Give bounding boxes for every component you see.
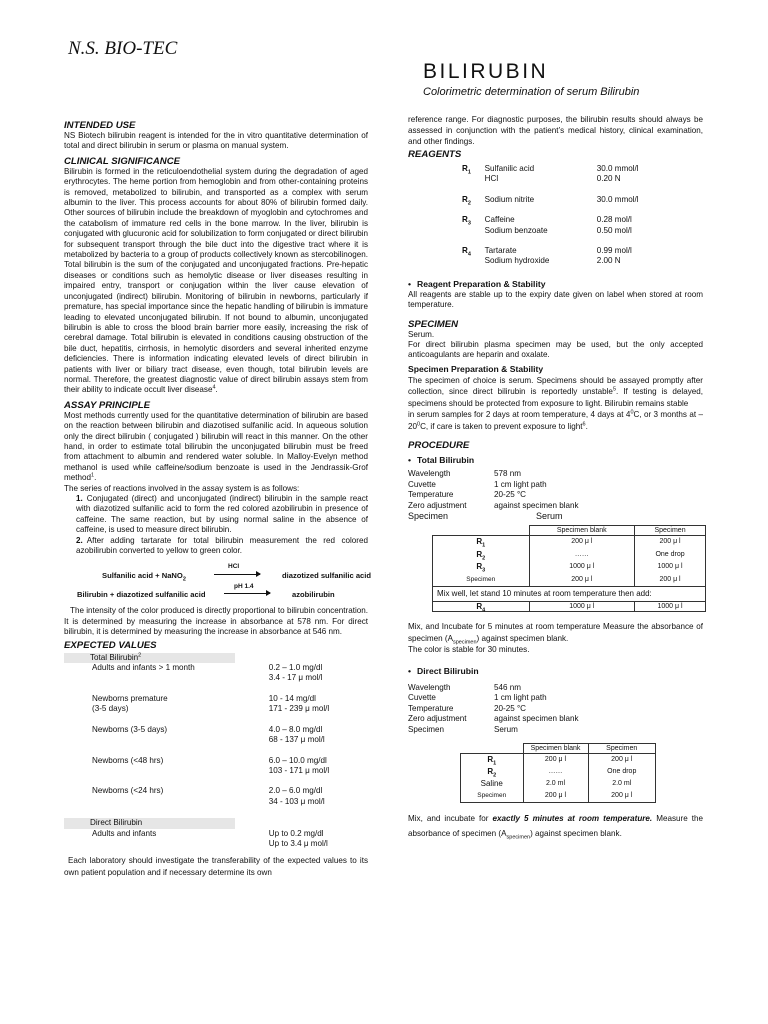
- expected-row: [64, 756, 368, 777]
- expected-row: [64, 725, 368, 746]
- step-number: 2.: [76, 535, 83, 545]
- text-part: Mix, and incubate for: [408, 813, 493, 823]
- param-key: Wavelength: [408, 682, 451, 692]
- reagent-concentration: 0.99 mol/l: [596, 246, 632, 256]
- subheading-label: Total Bilirubin: [90, 652, 139, 662]
- table-cell: 1000 μ l: [569, 563, 595, 571]
- reagent-row: [462, 215, 703, 225]
- table-cell: 200 μ l: [659, 575, 681, 583]
- reaction-2-reactants: Bilirubin + diazotized sulfanilic acid: [77, 590, 206, 600]
- param-row: [408, 714, 703, 724]
- reaction-1-product: diazotized sulfanilic acid: [282, 571, 372, 581]
- table-cell: 200 μ l: [611, 791, 633, 799]
- step-number: 1.: [76, 494, 83, 503]
- expected-label: [64, 694, 269, 715]
- reagent-block: [408, 164, 703, 185]
- direct-incubation-text: [408, 811, 703, 841]
- subscript: 2: [467, 200, 471, 207]
- table-header-row: [433, 526, 706, 536]
- degree-mark: 0: [417, 421, 421, 428]
- param-key: Cuvette: [408, 693, 436, 703]
- param-row: [408, 469, 703, 479]
- row-labels: [461, 753, 524, 802]
- expected-row: [64, 694, 368, 715]
- row-label: $R_2$: [476, 549, 486, 562]
- reagent-code: [462, 195, 485, 205]
- reagent-name: HCl: [484, 174, 499, 184]
- label-line: Newborns premature: [92, 693, 168, 703]
- reference-range-text: reference range. For diagnostic purposes, the bilirubin results should always be assessed in conjunction with the patient’s medical history, clinical examination, and other findings.: [408, 115, 703, 146]
- expected-label: [64, 725, 269, 746]
- reaction-1-arrow: [214, 574, 260, 575]
- value-mgdl: 2.0 – 6.0 mg/dl: [268, 786, 323, 796]
- text-part: Measure the absorbance of specimen (A: [408, 813, 704, 838]
- expected-values-heading: EXPECTED VALUES: [64, 639, 157, 651]
- table-cell: ……: [548, 767, 563, 775]
- specimen-heading: SPECIMEN: [408, 318, 459, 330]
- reagent-letter: R: [462, 215, 468, 225]
- reagent-block: [408, 246, 703, 267]
- reagent-letter: R: [462, 164, 468, 173]
- specimen-prep-part: C, if care is taken to prevent exposure to light: [420, 421, 583, 431]
- text-part: The color is stable for 30 minutes.: [408, 645, 530, 655]
- clinical-text-body: Bilirubin is formed in the reticuloendothelial system during the degradation of aged erythrocytes. The heme portion from hemoglobin and from other-containing proteins is removed, metabolized to bilirubin, and transported as a complex with serum albumin to the liver. This process accounts for about 80% of bilirubin formed daily. Other sources of bilirubin include the breakdown of myoglobin and cytochromes and the catabolism of immature red cells in the bone marrow. In the liver, bilirubin is conjugated with glucuronic acid for solubilization to form conjugated or direct bilirubin for subsequent transport through the bile duct into the digestive tract where it is metabolized by bacteria to a group of products collectively known as stercobilinogen. Total bilirubin is the sum of the conjugated and unconjugated fractions. Pre-hepatic diseases or conditions such as hemolytic disease or liver diseases resulting in impaired entry, transport or conjugation within the liver cause elevation of unconjugated (indirect) bilirubin. Monitoring of bilirubin in newborns, particularly if premature, has special importance since the hepatic handling of bilirubin is immature leading to elevated unconjugated bilirubin. If not bound to albumin, unconjugated bilirubin is able to cross the blood brain barrier more easily, increasing the risk of cerebral damage. Total bilirubin is elevated in conditions causing obstruction of the bile duct, hepatitis, cirrhosis, in hemolytic disorders and several inherited enzyme deficiencies. There is information indicating elevated levels of direct bilirubin in patients with liver or biliary tract disease, even though, total bilirubin levels are normal. Therefore, the greatest diagnostic value of direct bilirubin assays stem from their ability to indicate occult liver disease: [64, 166, 368, 395]
- reagent-prep-text: All reagents are stable up to the expiry date given on label when stored at room temperature.: [408, 289, 703, 310]
- reference-mark: 1: [91, 472, 95, 479]
- param-value: 1 cm light path: [494, 693, 547, 703]
- row-label: $R_2$: [487, 766, 497, 779]
- param-key: Specimen: [408, 724, 444, 734]
- param-row: [408, 480, 703, 490]
- reagent-name: Sulfanilic acid: [484, 164, 535, 173]
- expected-label: [64, 786, 269, 807]
- assay-principle-text: [64, 411, 368, 484]
- reagent-row: [462, 164, 703, 174]
- param-row: [408, 693, 703, 703]
- total-procedure-table: [432, 525, 706, 612]
- step-text: Conjugated (direct) and unconjugated (indirect) bilirubin in the sample react with diazotized sulfanilic acid to form the red colored azobilirubin in presence of caffeine. The same reaction, but by using normal saline in the absence of caffeine, is used to measure direct bilirubin.: [76, 494, 368, 535]
- text-part: Mix, and Incubate for 5 minutes at room temperature Measure the absorbance of specimen (A: [408, 622, 703, 643]
- expected-direct-row: [64, 829, 368, 850]
- assay-text-body: Most methods currently used for the quantitative determination of bilirubin are based on the reaction between bilirubin and diazotised sulfanilic acid. In aqueous solution only the direct bilirubin ( conjugated ) bilirubin will react in this manner. On the other hand, in order to estimate total bilirubin the unconjugated bilirubin must be freed from attachment to albumin and rendered water soluble. In Malloy-Evelyn method methanol is used while caffeine/sodium benzoate is used in the Jendrassik-Grof method: [64, 410, 368, 483]
- expected-footnote: Each laboratory should investigate the transferability of the expected values to its own patient population and if necessary determine its own: [64, 856, 368, 878]
- total-incubation-text: [408, 621, 703, 656]
- reagents-heading: REAGENTS: [408, 149, 462, 160]
- param-row: [408, 501, 703, 511]
- param-row: [408, 725, 703, 735]
- expected-label: Adults and infants: [92, 828, 157, 838]
- reference-mark: 5: [612, 386, 616, 393]
- label-line: (3-5 days): [92, 704, 129, 714]
- reference-mark: 6: [582, 421, 586, 428]
- param-value: Serum: [494, 724, 518, 734]
- direct-bilirubin-subheading: Direct Bilirubin: [64, 818, 235, 828]
- total-specimen-row: [408, 511, 703, 521]
- table-row: [433, 587, 706, 602]
- expected-row: [64, 663, 368, 684]
- total-bilirubin-heading: • Total Bilirubin: [408, 455, 703, 466]
- total-bilirubin-subheading: [64, 653, 235, 663]
- reaction-1-condition: HCl: [228, 563, 240, 571]
- param-key: Cuvette: [408, 479, 436, 489]
- table-row: [461, 753, 656, 802]
- table-cell: 200 μ l: [544, 755, 567, 763]
- assay-principle-heading: ASSAY PRINCIPLE: [64, 399, 151, 411]
- param-row: [408, 683, 703, 693]
- table-corner: [461, 743, 524, 753]
- param-key: Specimen: [408, 511, 449, 521]
- row-labels: [433, 536, 530, 587]
- reagent-concentration: 2.00 N: [596, 256, 621, 266]
- row-label: Specimen: [477, 791, 507, 799]
- table-cell-group: [523, 753, 588, 802]
- param-key: Temperature: [408, 490, 454, 500]
- reagent-code: [462, 164, 485, 174]
- reagent-name: Caffeine: [484, 215, 515, 225]
- reagent-row: [462, 256, 703, 266]
- reagent-concentration: 0.20 N: [596, 174, 621, 184]
- table-cell-group: [635, 536, 706, 587]
- reagent-name: Sodium hydroxide: [484, 256, 550, 266]
- right-column: [408, 114, 703, 841]
- value-umol: 3.4 - 17 μ mol/l: [268, 673, 323, 683]
- param-row: [408, 704, 703, 714]
- reagents-list: [408, 164, 703, 267]
- row-label: Specimen: [466, 575, 496, 583]
- value-mgdl: 10 - 14 mg/dl: [268, 693, 316, 703]
- label-line: Adults and infants > 1 month: [92, 663, 195, 673]
- procedure-heading: PROCEDURE: [408, 440, 470, 452]
- reagent-row: [462, 174, 703, 184]
- row-label: Saline: [480, 778, 503, 788]
- reaction-2-condition: pH 1.4: [234, 583, 254, 591]
- label-line: Newborns (3-5 days): [92, 724, 168, 734]
- expected-label: [64, 756, 269, 777]
- expected-values-list: [64, 663, 368, 807]
- expected-value: [269, 829, 368, 850]
- reaction-2-arrow: [224, 593, 270, 594]
- value-umol: 34 - 103 μ mol/l: [268, 796, 325, 806]
- param-value: 20-25 °C: [494, 703, 527, 713]
- row-label: $R_3$: [476, 562, 486, 574]
- reaction-1-left: Sulfanilic acid + NaNO: [102, 571, 183, 581]
- table-cell-group: [529, 536, 635, 587]
- intended-use-heading: INTENDED USE: [64, 120, 136, 131]
- table-header: Specimen blank: [529, 526, 635, 536]
- reagent-row: [462, 246, 703, 256]
- table-cell: 1000 μ l: [657, 563, 683, 571]
- param-key: Zero adjustment: [408, 714, 467, 724]
- reagent-row: [462, 226, 703, 236]
- degree-mark: 0: [630, 409, 634, 416]
- label-line: Newborns (<24 hrs): [92, 786, 164, 796]
- param-value: against specimen blank: [494, 714, 579, 724]
- row-label: $R_1$: [487, 754, 497, 767]
- param-value: 578 nm: [494, 469, 521, 479]
- reagent-letter: R: [462, 246, 468, 256]
- assay-series-text: The series of reactions involved in the assay system is as follows:: [64, 483, 300, 493]
- param-key: Wavelength: [408, 469, 451, 479]
- reaction-equations: [64, 562, 372, 602]
- value-mgdl: 6.0 – 10.0 mg/dl: [268, 755, 327, 765]
- param-value: Serum: [536, 511, 563, 521]
- param-value: 20-25 °C: [494, 490, 527, 500]
- expected-row: [64, 786, 368, 807]
- reagent-code: [462, 226, 485, 236]
- reagent-code: [462, 246, 485, 256]
- intended-use-text: NS Biotech bilirubin reagent is intended for the in vitro quantitative determination of total and direct bilirubin in serum or plasma on manual system.: [64, 131, 368, 151]
- left-column: [64, 114, 372, 879]
- table-cell-group: [588, 753, 656, 802]
- reagent-concentration: 30.0 mmol/l: [596, 194, 639, 204]
- specimen-prep-heading: Specimen Preparation & Stability: [408, 363, 544, 374]
- specimen-prep-text: [408, 375, 703, 433]
- reagent-code: [462, 256, 485, 266]
- table-header: Specimen blank: [523, 743, 588, 753]
- reagent-concentration: 0.50 mol/l: [596, 225, 632, 235]
- value-umol: Up to 3.4 μ mol/l: [268, 838, 328, 848]
- reaction-1-reactants: [102, 571, 186, 581]
- param-key: Zero adjustment: [408, 500, 467, 510]
- specimen-text-2: For direct bilirubin plasma specimen may be used, but the only accepted anticoagulants are heparin and oxalate.: [408, 340, 703, 360]
- direct-procedure-table: [460, 743, 656, 803]
- value-umol: 68 - 137 μ mol/l: [268, 735, 325, 745]
- reference-mark: 2: [138, 651, 142, 658]
- specimen-prep-part: C, or 3 months at –20: [408, 410, 703, 431]
- clinical-significance-heading: CLINICAL SIGNIFICANCE: [64, 155, 181, 167]
- specimen-prep-part: in serum samples for 2 days at room temperature, 4 days at 4: [408, 410, 631, 420]
- table-header-row: [461, 743, 656, 753]
- subscript: specimen: [506, 834, 531, 841]
- table-row: [433, 536, 706, 587]
- reagent-block: [408, 215, 703, 236]
- expected-value: [269, 694, 368, 715]
- value-mgdl: Up to 0.2 mg/dl: [268, 828, 324, 838]
- emphasis-text: exactly 5 minutes at room temperature.: [492, 813, 653, 823]
- company-name: N.S. BIO-TEC: [68, 38, 178, 59]
- reference-mark: 4: [212, 384, 216, 391]
- param-value: 546 nm: [494, 682, 521, 692]
- reagent-block: [408, 195, 703, 205]
- text-part: ) against specimen blank.: [476, 633, 569, 643]
- reagent-code: [462, 174, 485, 184]
- row-label: $R_4$: [433, 602, 530, 612]
- expected-value: [269, 756, 368, 777]
- table-cell: 200 μ l: [571, 538, 593, 546]
- assay-step-1: [76, 494, 368, 536]
- subscript: 1: [467, 169, 471, 176]
- expected-value: [269, 663, 368, 684]
- value-umol: 171 - 239 μ mol/l: [268, 704, 330, 714]
- label-line: Newborns (<48 hrs): [92, 755, 164, 765]
- expected-value: [269, 786, 368, 807]
- step-text: After adding tartarate for total bilirubin measurement the red colored azobilirubin converted to yellow to green color.: [76, 535, 368, 556]
- subscript: 4: [467, 251, 471, 258]
- reagent-concentration: 30.0 mmol/l: [596, 164, 639, 173]
- document-title: BILIRUBIN: [423, 60, 549, 83]
- param-row: [408, 490, 703, 500]
- text-part: ) against specimen blank.: [530, 828, 622, 838]
- reagent-row: [462, 195, 703, 205]
- table-cell: 2.0 ml: [612, 779, 632, 787]
- table-row: [433, 602, 706, 612]
- table-cell: 200 μ l: [544, 791, 567, 799]
- row-label: $R_1$: [476, 537, 486, 549]
- reagent-letter: R: [462, 194, 468, 204]
- mix-instruction: Mix well, let stand 10 minutes at room temperature then add:: [433, 587, 706, 602]
- clinical-text-end: .: [215, 385, 218, 395]
- table-cell: 200 μ l: [611, 755, 633, 763]
- reagent-name: Sodium nitrite: [484, 194, 535, 204]
- table-corner: [433, 526, 530, 536]
- table-cell: One drop: [607, 767, 637, 775]
- assay-text-end: .: [94, 473, 97, 483]
- clinical-significance-text: [64, 167, 368, 396]
- table-cell: 200 μ l: [659, 538, 681, 546]
- document-subtitle: Colorimetric determination of serum Bilirubin: [423, 86, 640, 98]
- reagent-concentration: 0.28 mol/l: [596, 215, 632, 225]
- table-cell: 200 μ l: [571, 575, 593, 583]
- param-key: Temperature: [408, 703, 454, 713]
- subscript: specimen: [452, 639, 477, 646]
- specimen-text-1: Serum.: [408, 329, 435, 339]
- direct-bilirubin-heading: • Direct Bilirubin: [408, 666, 703, 677]
- value-umol: 103 - 171 μ mol/l: [268, 765, 330, 775]
- assay-intensity-text: The intensity of the color produced is directly proportional to bilirubin concentration. It is determined by measuring the increase in absorbance at 578 nm. For direct bilirubin, it is determined by measuring the increase in absorbance at 546 nm.: [64, 606, 368, 637]
- subscript: 3: [467, 220, 471, 227]
- expected-value: [269, 725, 368, 746]
- table-cell: 2.0 ml: [545, 779, 566, 787]
- specimen-prep-part: . If testing is delayed, specimens should be protected from exposure to light. Bilirubin remains stable: [408, 387, 703, 408]
- value-mgdl: 4.0 – 8.0 mg/dl: [268, 724, 323, 734]
- reagent-name: Sodium benzoate: [484, 225, 548, 235]
- direct-params-list: [408, 683, 703, 735]
- specimen-prep-part: .: [585, 421, 588, 431]
- table-header: Specimen: [588, 743, 656, 753]
- assay-step-2: [76, 536, 368, 557]
- reagent-code: [462, 215, 485, 225]
- table-cell: 1000 μ l: [529, 602, 635, 612]
- table-cell: One drop: [655, 550, 685, 558]
- reagent-name: Tartarate: [484, 246, 517, 256]
- table-cell: ……: [574, 550, 589, 558]
- table-cell: 1000 μ l: [635, 602, 706, 612]
- reagent-prep-heading: • Reagent Preparation & Stability: [408, 279, 703, 290]
- specimen-prep-part: The specimen of choice is serum. Specimens should be assayed promptly after collection, since direct bilirubin is reportedly unstable: [408, 375, 703, 397]
- reaction-2-product: azobilirubin: [292, 590, 335, 600]
- value-mgdl: 0.2 – 1.0 mg/dl: [268, 663, 323, 673]
- param-value: 1 cm light path: [494, 479, 547, 489]
- total-params-list: [408, 469, 703, 511]
- param-value: against specimen blank: [494, 500, 579, 510]
- expected-label: [64, 663, 269, 684]
- subscript: 2: [182, 576, 186, 583]
- table-header: Specimen: [635, 526, 706, 536]
